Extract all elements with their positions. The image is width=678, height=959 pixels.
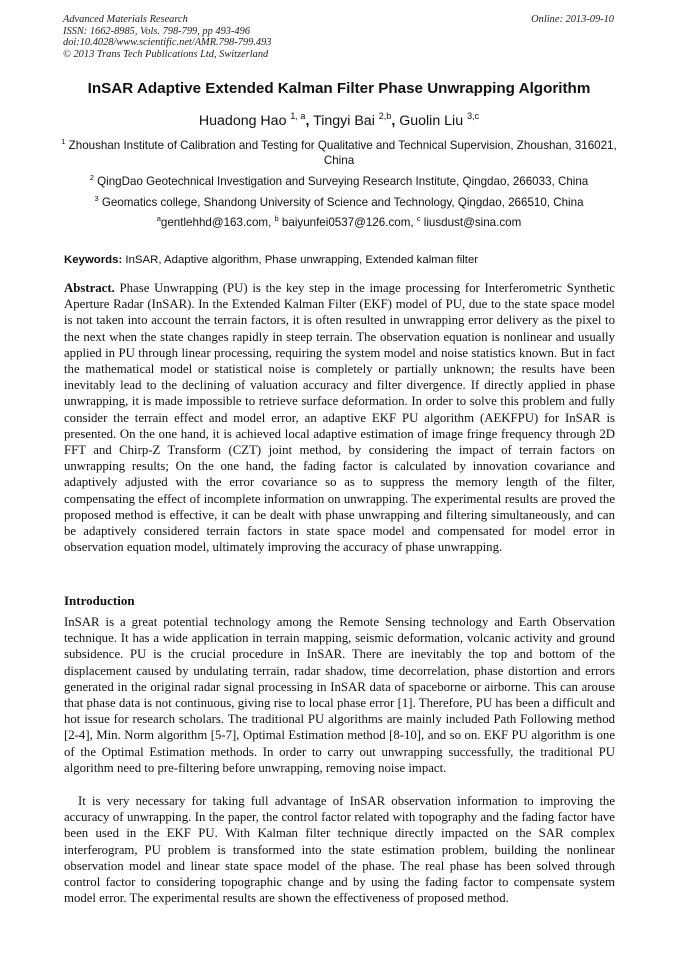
keywords-text: InSAR, Adaptive algorithm, Phase unwrapping, Extended kalman filter [122,254,479,266]
email-address: gentlehhd@163.com, [160,216,275,229]
email-line [60,216,618,231]
online-date: Online: 2013-09-10 [531,14,614,25]
email-sup: c [416,214,421,223]
section-heading-introduction: Introduction [64,593,135,608]
affiliation-text: Zhoushan Institute of Calibration and Testing for Qualitative and Technical Supervision, Zhoushan, 316021, China [68,139,617,167]
paper-title: InSAR Adaptive Extended Kalman Filter Phase Unwrapping Algorithm [87,80,591,97]
abstract-paragraph [64,280,615,555]
email-address: baiyunfei0537@126.com, [278,216,417,229]
intro-paragraph-1: InSAR is a great potential technology among the Remote Sensing technology and Earth Observation technique. It has a wide application in terrain mapping, seismic deformation, volcanic activity and ground subsidence. PU is the crucial procedure in InSAR. There are inevitably the top and bottom of the displacement caused by undulating terrain, radar shadow, time decorrelation, phase distortion and errors generated in the original radar signal processing in InSAR data of spaceborne or airborne. This can arouse that phase data is not continuous, giving rise to local phase error [1]. Therefore, PU has been a difficult and hot issue for research scholars. The traditional PU algorithms are mainly included Path Following method [2-4], Min. Norm algorithm [5-7], Optimal Estimation method [8-10], and so on. EKF PU algorithm is one of the Optimal Estimation methods. In order to carry out unwrapping successfully, the traditional PU algorithm need to pre-filtering before unwrapping, removing noise impact. [64,615,615,775]
journal-header [63,14,271,60]
author-name: Huadong Hao [198,113,287,129]
doi-line: doi:10.4028/www.scientific.net/AMR.798-799.493 [63,37,272,49]
affiliation-number: 1 [61,137,66,146]
author-sup: 3,c [467,111,480,121]
email-sup: a [156,214,161,223]
affiliation-3 [60,196,618,211]
abstract-text: Phase Unwrapping (PU) is the key step in the image processing for Interferometric Synthetic Aperture Radar (InSAR). In the Extended Kalman Filter (EKF) model of PU, due to the state space model is not taken into account the terrain factors, it is often resulted in unwrapping error delivery as the pixel to the next when the state changes rapidly in steep terrain. The observation equation is nonlinear and usually applied in PU through linear processing, requiring the system model and noise statistics known. But in fact the mathematical model or statistical noise is completely or partially unknown; the results have been inevitably lead to the declining of valuation accuracy and filter divergence. If directly applied in phase unwrapping, it is made impossible to retrieve surface deformation. In order to solve this problem and fully consider the terrain effect and model error, an adaptive EKF PU algorithm (AEKFPU) for InSAR is presented. On the one hand, it is achieved local adaptive estimation of image fringe frequency through 2D FFT and Chirp-Z Transform (CZT) joint method, by considering the impact of terrain factors on unwrapping results; On the one hand, the fading factor is calculated by innovation covariance and adaptively adjusted with the error covariance so as to suppress the memory length of the filter, compensating the effect of incomplete information on unwrapping. The experimental results are proved the proposed method is effective, it can be dealt with phase unwrapping and filtering simultaneously, and can be adaptively considered terrain factors in state space model and compensated for model error in observation equation model, ultimately improving the accuracy of phase unwrapping. [64,281,615,555]
affiliation-1 [60,139,618,168]
affiliation-text: Geomatics college, Shandong University of Science and Technology, Qingdao, 266510, China [101,196,584,209]
author-name: Tingyi Bai [313,113,375,129]
affiliation-text: QingDao Geotechnical Investigation and Surveying Research Institute, Qingdao, 266033, China [97,175,589,188]
author-line: Huadong Hao $^{1, a}$, Tingyi Bai $^{2,b}$, Guolin Liu $^{3,c}$ [198,111,480,129]
affiliation-2 [60,175,618,190]
keywords-line [64,254,614,266]
copyright-line: © 2013 Trans Tech Publications Ltd, Switzerland [63,48,269,60]
author-name: Guolin Liu [399,113,464,129]
affiliation-number: 3 [94,194,99,203]
author-sup: 1, a [290,111,306,121]
author-sup: 2,b [378,111,392,121]
abstract-label: Abstract. [64,281,115,295]
email-sup: b [274,214,279,223]
email-address: liusdust@sina.com [420,216,522,229]
issn-line: ISSN: 1662-8985, Vols. 798-799, pp 493-496 [63,25,251,37]
journal-name: Advanced Materials Research [63,14,188,25]
keywords-label: Keywords: [64,254,123,266]
affiliation-number: 2 [89,173,94,182]
intro-paragraph-2: It is very necessary for taking full advantage of InSAR observation information to improving the accuracy of unwrapping. In the paper, the control factor related with topography and the fading factor have been used in the EKF PU. With Kalman filter technique directly impacted on the SAR complex interferogram, PU problem is transformed into the state estimation problem, building the nonlinear observation model and linear state space model of the phase. The real phase has been solved through control factor to considering topographic change and by using the fading factor to compensate system model error. The experimental results are shown the effectiveness of proposed method. [64,794,615,906]
